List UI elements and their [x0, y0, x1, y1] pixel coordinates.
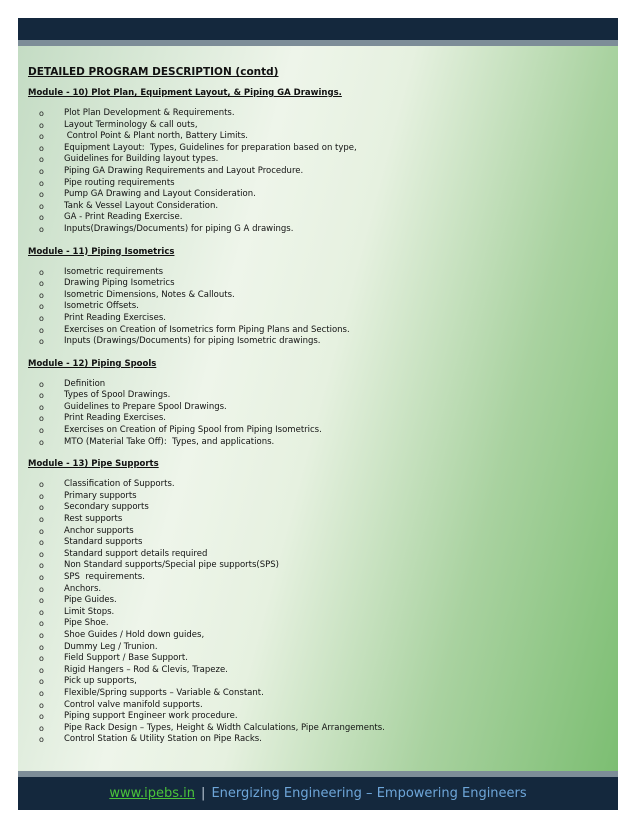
list-item: [28, 224, 618, 236]
list-item: [28, 537, 618, 549]
footer-separator: |: [201, 786, 206, 801]
bullet-icon: o: [39, 337, 44, 347]
bullet-icon: o: [39, 224, 44, 234]
list-item: [28, 413, 618, 425]
list-item-text: Guidelines for Building layout types.: [64, 154, 219, 165]
bullet-icon: o: [39, 437, 44, 447]
bullet-icon: o: [39, 549, 44, 559]
list-item: [28, 653, 618, 665]
list-item-text: Non Standard supports/Special pipe supports(SPS): [64, 560, 279, 571]
bullet-icon: o: [39, 290, 44, 300]
list-item-text: Print Reading Exercises.: [64, 413, 166, 424]
list-item-text: Equipment Layout: Types, Guidelines for preparation based on type,: [64, 142, 357, 153]
module-heading: Module - 11) Piping Isometrics: [28, 246, 175, 257]
list-item-text: Inputs (Drawings/Documents) for piping Isometric drawings.: [64, 336, 321, 347]
list-item-text: Primary supports: [64, 490, 137, 501]
bullet-icon: o: [39, 155, 44, 165]
bullet-icon: o: [39, 379, 44, 389]
footer-bar: [18, 777, 618, 810]
list-item: [28, 390, 618, 402]
module-item-list: [28, 479, 618, 746]
modules-container: [28, 88, 618, 746]
list-item: [28, 491, 618, 503]
bullet-icon: o: [39, 267, 44, 277]
bullet-icon: o: [39, 700, 44, 710]
list-item: [28, 143, 618, 155]
bullet-icon: o: [39, 213, 44, 223]
list-item-text: Guidelines to Prepare Spool Drawings.: [64, 401, 227, 412]
list-item: [28, 595, 618, 607]
list-item-text: Exercises on Creation of Isometrics form Piping Plans and Sections.: [64, 324, 350, 335]
module-item-list: [28, 379, 618, 449]
list-item-text: Piping support Engineer work procedure.: [64, 711, 238, 722]
bullet-icon: o: [39, 132, 44, 142]
bullet-icon: o: [39, 584, 44, 594]
list-item: [28, 607, 618, 619]
list-item: [28, 437, 618, 449]
list-item: [28, 189, 618, 201]
list-item-text: Layout Terminology & call outs,: [64, 119, 198, 130]
list-item-text: Isometric Dimensions, Notes & Callouts.: [64, 289, 235, 300]
module-item-list: [28, 108, 618, 236]
list-item-text: Print Reading Exercises.: [64, 312, 166, 323]
list-item: [28, 201, 618, 213]
list-item-text: Anchor supports: [64, 525, 134, 536]
list-item: [28, 336, 618, 348]
bullet-icon: o: [39, 607, 44, 617]
list-item: [28, 379, 618, 391]
list-item-text: Rest supports: [64, 514, 123, 525]
document-title: DETAILED PROGRAM DESCRIPTION (contd): [28, 66, 279, 78]
bullet-icon: o: [39, 688, 44, 698]
bullet-icon: o: [39, 642, 44, 652]
bullet-icon: o: [39, 677, 44, 687]
list-item-text: Drawing Piping Isometrics: [64, 278, 175, 289]
list-item: [28, 108, 618, 120]
list-item: [28, 425, 618, 437]
list-item-text: Pipe Guides.: [64, 595, 117, 606]
list-item: [28, 479, 618, 491]
list-item-text: Secondary supports: [64, 502, 149, 513]
bullet-icon: o: [39, 561, 44, 571]
list-item: [28, 313, 618, 325]
list-item-text: Control Station & Utility Station on Pipe Racks.: [64, 734, 262, 745]
list-item-text: Limit Stops.: [64, 606, 115, 617]
list-item: [28, 267, 618, 279]
module-heading: Module - 10) Plot Plan, Equipment Layout, & Piping GA Drawings.: [28, 88, 342, 98]
list-item-text: Plot Plan Development & Requirements.: [64, 108, 235, 118]
list-item: [28, 700, 618, 712]
bullet-icon: o: [39, 735, 44, 745]
bullet-icon: o: [39, 190, 44, 200]
list-item: [28, 166, 618, 178]
list-item-text: Piping GA Drawing Requirements and Layout Procedure.: [64, 165, 304, 176]
bullet-icon: o: [39, 723, 44, 733]
list-item: [28, 618, 618, 630]
list-item: [28, 560, 618, 572]
bullet-icon: o: [39, 596, 44, 606]
header-bar: [18, 18, 618, 40]
list-item: [28, 584, 618, 596]
list-item-text: Dummy Leg / Trunion.: [64, 641, 158, 652]
bullet-icon: o: [39, 491, 44, 501]
bullet-icon: o: [39, 178, 44, 188]
list-item-text: Exercises on Creation of Piping Spool from Piping Isometrics.: [64, 425, 322, 436]
list-item: [28, 120, 618, 132]
bullet-icon: o: [39, 143, 44, 153]
bullet-icon: o: [39, 414, 44, 424]
list-item: [28, 402, 618, 414]
list-item-text: Standard supports: [64, 537, 143, 548]
list-item: [28, 212, 618, 224]
list-item-text: Field Support / Base Support.: [64, 653, 188, 664]
list-item-text: Pipe Rack Design – Types, Height & Width Calculations, Pipe Arrangements.: [64, 722, 385, 733]
list-item-text: Pick up supports,: [64, 676, 137, 687]
list-item: [28, 526, 618, 538]
list-item-text: Standard support details required: [64, 548, 208, 559]
list-item: [28, 688, 618, 700]
bullet-icon: o: [39, 325, 44, 335]
bullet-icon: o: [39, 538, 44, 548]
bullet-icon: o: [39, 426, 44, 436]
list-item: [28, 734, 618, 746]
list-item: [28, 572, 618, 584]
bullet-icon: o: [39, 573, 44, 582]
bullet-icon: o: [39, 654, 44, 664]
list-item: [28, 301, 618, 313]
list-item: [28, 549, 618, 561]
list-item-text: Flexible/Spring supports – Variable & Constant.: [64, 687, 264, 698]
list-item-text: Shoe Guides / Hold down guides,: [64, 629, 205, 640]
list-item-text: GA - Print Reading Exercise.: [64, 212, 183, 223]
bullet-icon: o: [39, 313, 44, 323]
list-item-text: Rigid Hangers – Rod & Clevis, Trapeze.: [64, 664, 228, 675]
bullet-icon: o: [39, 630, 44, 640]
list-item-text: Control valve manifold supports.: [64, 699, 203, 710]
list-item-text: Control Point & Plant north, Battery Limits.: [64, 131, 248, 142]
bullet-icon: o: [39, 619, 44, 629]
bullet-icon: o: [39, 665, 44, 675]
list-item: [28, 676, 618, 688]
bullet-icon: o: [39, 526, 44, 536]
list-item: [28, 290, 618, 302]
module-heading: Module - 13) Pipe Supports: [28, 459, 159, 470]
list-item: [28, 665, 618, 677]
module-item-list: [28, 267, 618, 348]
list-item: [28, 131, 618, 143]
list-item-text: Definition: [64, 378, 106, 389]
list-item-text: Inputs(Drawings/Documents) for piping G A drawings.: [64, 223, 294, 234]
bullet-icon: o: [39, 515, 44, 525]
list-item-text: Pump GA Drawing and Layout Consideration.: [64, 189, 256, 200]
bullet-icon: o: [39, 302, 44, 312]
list-item-text: Pipe Shoe.: [64, 618, 109, 629]
list-item-text: Classification of Supports.: [64, 479, 175, 490]
list-item: [28, 630, 618, 642]
bullet-icon: o: [39, 503, 44, 513]
list-item: [28, 723, 618, 735]
list-item-text: SPS requirements.: [64, 572, 145, 582]
bullet-icon: o: [39, 402, 44, 412]
list-item-text: Types of Spool Drawings.: [64, 390, 171, 401]
bullet-icon: o: [39, 712, 44, 722]
bullet-icon: o: [39, 201, 44, 211]
bullet-icon: o: [39, 391, 44, 401]
list-item: [28, 711, 618, 723]
list-item: [28, 514, 618, 526]
website-link[interactable]: www.ipebs.in: [109, 786, 196, 801]
list-item-text: MTO (Material Take Off): Types, and applications.: [64, 436, 275, 447]
module-heading: Module - 12) Piping Spools: [28, 358, 157, 369]
content-panel: [18, 46, 618, 771]
list-item-text: Tank & Vessel Layout Consideration.: [64, 200, 219, 211]
bullet-icon: o: [39, 109, 44, 118]
list-item: [28, 642, 618, 654]
list-item: [28, 502, 618, 514]
footer-tagline: Energizing Engineering – Empowering Engineers: [211, 786, 527, 801]
list-item: [28, 278, 618, 290]
list-item: [28, 325, 618, 337]
list-item-text: Anchors.: [64, 583, 102, 594]
list-item-text: Pipe routing requirements: [64, 177, 175, 188]
bullet-icon: o: [39, 166, 44, 176]
list-item: [28, 178, 618, 190]
bullet-icon: o: [39, 279, 44, 289]
bullet-icon: o: [39, 480, 44, 490]
list-item-text: Isometric requirements: [64, 266, 164, 277]
bullet-icon: o: [39, 120, 44, 130]
list-item-text: Isometric Offsets.: [64, 301, 139, 312]
list-item: [28, 154, 618, 166]
